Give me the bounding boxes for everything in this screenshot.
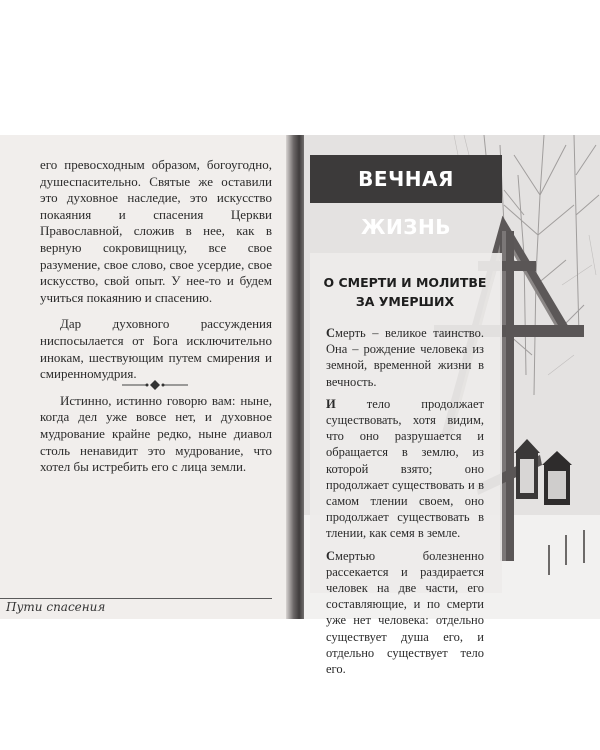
initial-letter: С [326,548,336,563]
section-heading [310,273,500,311]
left-paragraph-2: Дар духовного рассуждения ниспосылается от Бога исключительно инокам, шествующим путем смирения и смиренномудрия. [40,316,272,382]
right-page [304,135,600,677]
ornament-divider-icon [120,379,190,391]
initial-letter: И [326,396,336,411]
right-page-text [326,325,484,683]
right-paragraph-2 [326,396,484,542]
section-heading-line-2: ЗА УМЕРШИХ [355,294,455,309]
running-head: Пути спасения [6,600,106,614]
chapter-title: ВЕЧНАЯ ЖИЗНЬ [310,155,502,203]
right-paragraph-3 [326,548,484,678]
right-paragraph-2-text: тело продолжает существовать, хотя видим, что оно разрушается и обращается в землю, из которой взято; оно продолжает существовать и в самом тлении своем, оно продолжает существовать в тлении, как семя в земле. [326,396,484,541]
right-paragraph-1-text: мерть – великое таинство. Она – рождение человека из земной, временной жизни в вечность. [326,326,484,389]
left-page [0,135,291,619]
right-paragraph-1 [326,325,484,390]
left-paragraph-3: Истинно, истинно говорю вам: ныне, когда дел уже вовсе нет, и духовное мудрование крайне редко, ныне диавол столь ненавидит это мудрование, что хотел бы истребить его с лица земли. [40,392,272,475]
left-paragraph-1: его превосходным образом, богоугодно, душеспасительно. Святые же оставили это духовное наследие, это искусство покаяния и спасения Церкви Православной, сложив в нее, как в верную сокровищницу, все свое разумение, свое слово, свое усердие, свое искусство, свой опыт. У нее-то и будем учиться покаянию и спасению. [40,157,272,305]
footer-rule [0,598,272,599]
initial-letter: С [326,326,336,340]
book-spread [0,135,600,677]
right-paragraph-3-text: мертью болезненно рассекается и раздирается человек на две части, его составляющие, и по смерти уже нет человека: отдельно существует душа его, и отдельно существует тело его. [326,548,484,677]
section-heading-line-1: О СМЕРТИ И МОЛИТВЕ [323,275,487,290]
left-page-text [40,157,272,486]
